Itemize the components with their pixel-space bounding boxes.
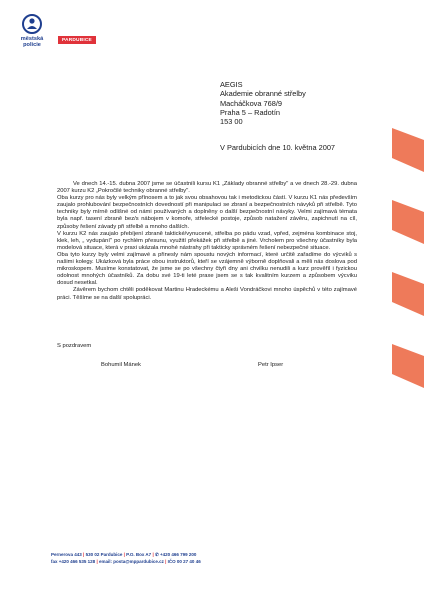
addressee-line-4: Praha 5 – Radotín (220, 107, 280, 117)
addressee-line-5: 153 00 (220, 117, 243, 127)
paragraph: Ve dnech 14.-15. dubna 2007 jsme se účastnili kursu K1 „Základy obranné střelby" a ve dnech 28.-29. dubna 2007 kurzu K2 „Pokročilé techniky obranné střelby". (57, 181, 357, 195)
logo-line-1: městská (20, 36, 44, 42)
police-emblem-icon (22, 14, 42, 34)
decorative-chevron-icon (392, 128, 424, 172)
letter-body (57, 181, 357, 302)
footer-separator: | (96, 558, 98, 564)
footer-street: Pernerova 443 (51, 552, 82, 557)
addressee-block (220, 80, 306, 126)
paragraph: V kurzu K2 nás zaujalo přebíjení zbraně taktické/vynucené, střelba po pádu vzad, vpřed, zejména kombinace stoj, klek, leh, „ vydupání" po rychlém přesunu, využití překážek při střelbě a jiné. Vrcholem pro všechny účastníky byla modelová situace, která v praxi ukázala mnohé nástrahy při takticky správném řešení nebezpečné situace. (57, 230, 357, 251)
city-police-logo (10, 14, 54, 56)
closing-salutation: S pozdravem (57, 343, 92, 349)
paragraph: Oba kurzy pro nás byly velkým přínosem a to jak svou obsahovou tak i metodickou částí. V kurzu K1 nás především zaujalo prohlubování bezpečnostních dovedností při manipulaci se zbraní a bezpečnostních návyků při střelbě. Tyto techniky byly mírně odlišné od námi používaných a doplněny o další bezpečnostní návyky. Velmi zajímavá témata byla např. tasení zbraně bez/s nábojem v komoře, střelecké postoje, způsob natažení závěru, zapichnutí na cíl, způsoby řešení závady při střelbě a mnoho dalších. (57, 195, 357, 230)
footer-separator: | (165, 558, 167, 564)
paragraph: Závěrem bychom chtěli poděkovat Martinu Hradeckému a Aleši Vondráčkovi mnoho úspěchů v této zajímavé práci. Těšíme se na další spolupráci. (57, 287, 357, 301)
phone-icon: ✆ (154, 552, 159, 557)
signature-left: Bohumil Mánek (101, 362, 141, 368)
footer-phone: +420 466 799 200 (160, 552, 197, 557)
signature-right: Petr Ipser (258, 362, 284, 368)
footer-city: 530 02 Pardubice (85, 552, 123, 557)
footer-pobox: P.O. Box A7 (126, 552, 152, 557)
addressee-line-3: Macháčkova 768/9 (220, 98, 283, 108)
footer-separator: | (152, 552, 154, 557)
footer-line-1 (51, 552, 201, 559)
decorative-chevron-icon (392, 344, 424, 388)
decorative-chevron-icon (392, 272, 424, 316)
letter-date: V Pardubicích dne 10. května 2007 (220, 143, 336, 152)
addressee-line-2: Akademie obranné střelby (220, 89, 306, 99)
addressee-line-1: AEGIS (220, 80, 243, 89)
logo-line-2: policie (23, 42, 41, 49)
footer-email: email: posta@mppardubice.cz (98, 558, 164, 564)
decorative-chevron-icon (392, 200, 424, 244)
paragraph: Oba tyto kurzy byly velmi zajímavé a přinesly nám spoustu nových informací, které určitě zařadíme do výcviků s našimi kolegy. Ukázková byla práce obou instruktorů, kteří se vzájemně výborně doplňovali a měli nás doslova pod mikroskopem. Musíme konstatovat, že jsme se po všechny čtyři dny ani chvilku nenudili a kurz prověřil i fyzickou odolnost mnohých účastníků. Za dobu své 19-ti leté praxe jsem se s tak kvalitním kurzem a způsobem výcviku dosud nesetkal. (57, 251, 357, 287)
footer-separator: | (83, 552, 85, 557)
footer-ico: IČO 00 27 40 46 (167, 558, 201, 564)
letterhead-footer (51, 552, 201, 565)
footer-separator: | (123, 552, 125, 557)
pardubice-badge: PARDUBICE (58, 36, 96, 44)
footer-line-2 (51, 559, 201, 566)
footer-fax: fax +420 466 535 128 (51, 558, 96, 564)
